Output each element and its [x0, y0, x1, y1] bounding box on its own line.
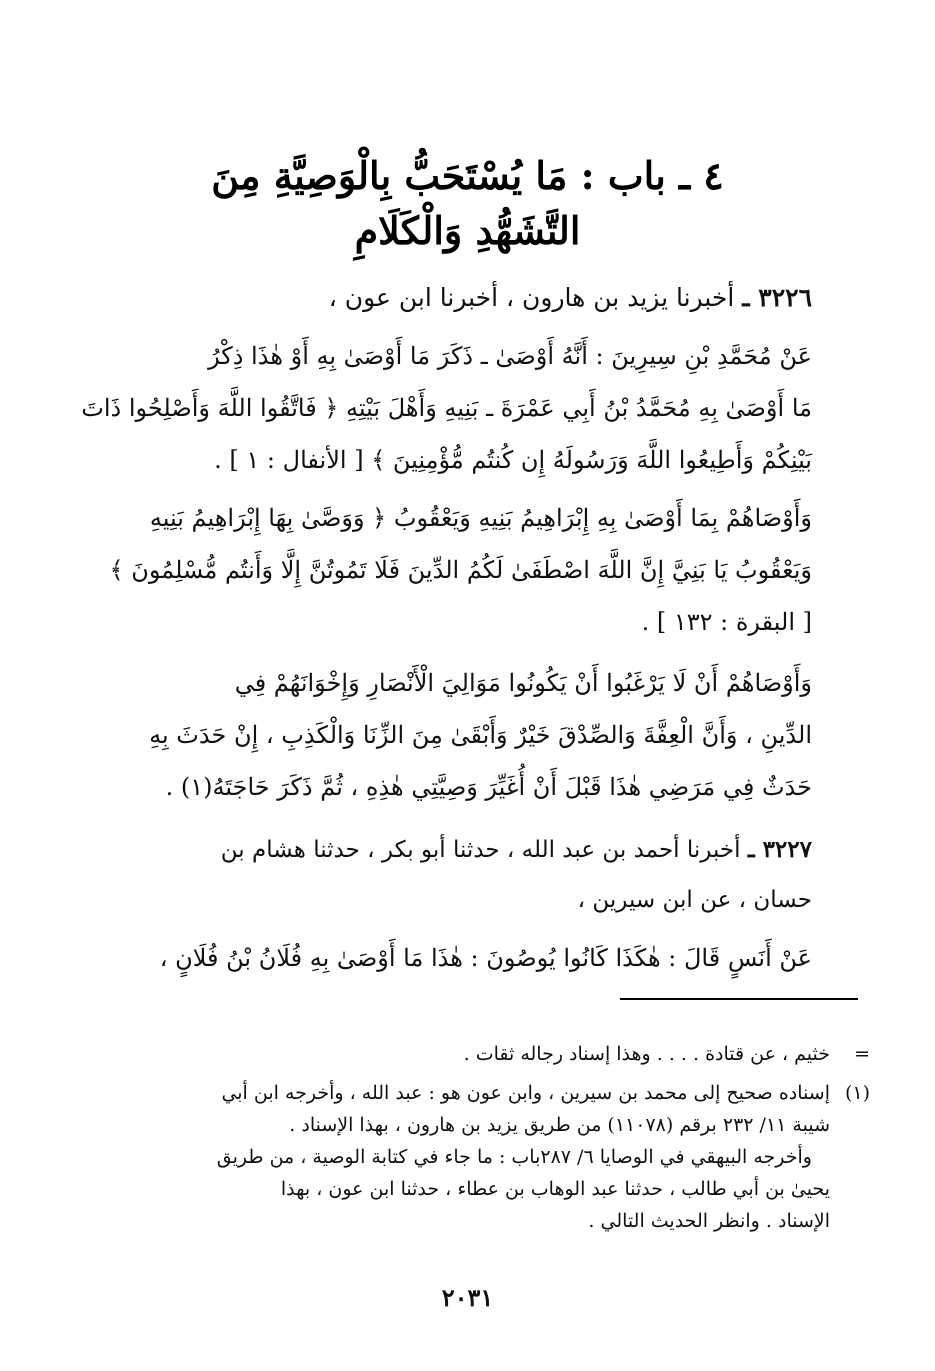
- text-line: [ البقرة : ١٣٢ ] .: [641, 608, 812, 636]
- text-line: حَدَثٌ فِي مَرَضِي هٰذَا قَبْلَ أَنْ أُغَيِّرَ وَصِيَّتِي هٰذِهِ ، ثُمَّ ذَكَرَ حَاجَتَهُ(١) .: [165, 773, 812, 801]
- isnad-text: أخبرنا أحمد بن عبد الله ، حدثنا أبو بكر ، حدثنا هشام بن: [220, 837, 741, 863]
- text-line: الدِّينِ ، وَأَنَّ الْعِفَّةَ وَالصِّدْقَ خَيْرٌ وَأَبْقَىٰ مِنَ الزِّنَا وَالْكَذِبِ ، إِنْ حَدَثَ بِهِ: [149, 721, 812, 749]
- footnote-continuation: [90, 1038, 870, 1070]
- hadith-3226-text-p1: [81, 330, 812, 486]
- hadith-3226-text-p3: [92, 657, 812, 813]
- hadith-3227-isnad: [92, 825, 812, 925]
- text-line: عَنْ أَنَسٍ قَالَ : هٰكَذَا كَانُوا يُوصُونَ : هٰذَا مَا أَوْصَىٰ بِهِ فُلَانُ بْنُ فُلَانٍ ،: [159, 944, 812, 972]
- footnote-line: شيبة ١١/ ٢٣٢ برقم (١١٠٧٨) من طريق يزيد بن هارون ، بهذا الإسناد .: [289, 1114, 830, 1136]
- hadith-number: ٣٢٢٧ ـ: [747, 836, 812, 863]
- chapter-title-line2: التَّشَهُّدِ وَالْكَلَامِ: [354, 208, 581, 253]
- text-line: بَيْنِكُمْ وَأَطِيعُوا اللَّهَ وَرَسُولَهُ إِن كُنتُم مُّؤْمِنِينَ ﴾ [ الأنفال : ١ ] .: [214, 446, 812, 474]
- footnote-separator: [620, 998, 858, 1000]
- hadith-3227-text: [92, 932, 812, 984]
- hadith-3226-text-p2: [92, 492, 812, 648]
- footnote-line: الإسناد . وانظر الحديث التالي .: [588, 1210, 830, 1232]
- hadith-3226-isnad: [92, 278, 812, 318]
- footnote-text: إسناده صحيح إلى محمد بن سيرين ، وابن عون هو : عبد الله ، وأخرجه ابن أبي: [221, 1082, 830, 1104]
- footnote-cont-text: خثيم ، عن قتادة . . . . وهذا إسناد رجاله ثقات .: [463, 1043, 830, 1065]
- hadith-number: ٣٢٢٦ ـ: [742, 283, 812, 312]
- chapter-title-line1: ٤ ـ باب : مَا يُسْتَحَبُّ بِالْوَصِيَّةِ مِنَ: [211, 153, 724, 198]
- page-number: ٢٠٣١: [441, 1283, 494, 1312]
- isnad-line: [92, 825, 812, 875]
- isnad-text: أخبرنا يزيد بن هارون ، أخبرنا ابن عون ،: [328, 283, 735, 312]
- text-line: وَأَوْصَاهُمْ أَنْ لَا يَرْغَبُوا أَنْ يَكُونُوا مَوَالِيَ الْأَنْصَارِ وَإِخْوَانَهُمْ فِي: [234, 669, 812, 697]
- isnad-line: حسان ، عن ابن سيرين ،: [577, 887, 812, 913]
- text-line: وَأَوْصَاهُمْ بِمَا أَوْصَىٰ بِهِ إِبْرَاهِيمُ بَنِيهِ وَيَعْقُوبُ ﴿ وَوَصَّىٰ بِهَا إِبْرَاهِيمُ بَنِيهِ: [149, 504, 812, 532]
- text-line: وَيَعْقُوبُ يَا بَنِيَّ إِنَّ اللَّهَ اصْطَفَىٰ لَكُمُ الدِّينَ فَلَا تَمُوتُنَّ إِلَّا وَأَنتُم مُّسْلِمُونَ ﴾: [109, 556, 812, 584]
- footnote-cont-mark: =: [854, 1043, 870, 1065]
- footnote-1-mark: (١): [844, 1082, 870, 1104]
- footnote-line: وأخرجه البيهقي في الوصايا ٦/ ٢٨٧باب : ما جاء في كتابة الوصية ، من طريق: [216, 1146, 812, 1168]
- footnote-1: [90, 1077, 870, 1237]
- footnote-line: يحيىٰ بن أبي طالب ، حدثنا عبد الوهاب بن عطاء ، حدثنا ابن عون ، بهذا: [280, 1178, 830, 1200]
- text-line: عَنْ مُحَمَّدِ بْنِ سِيرِينَ : أَنَّهُ أَوْصَىٰ ـ ذَكَرَ مَا أَوْصَىٰ بِهِ أَوْ هٰذَا ذِكْرُ: [208, 342, 812, 370]
- text-line: مَا أَوْصَىٰ بِهِ مُحَمَّدُ بْنُ أَبِي عَمْرَةَ ـ بَنِيهِ وَأَهْلَ بَيْتِهِ ﴿ فَاتَّقُوا اللَّهَ وَأَصْلِحُوا ذَاتَ: [81, 394, 812, 422]
- footnote-line: [90, 1077, 870, 1109]
